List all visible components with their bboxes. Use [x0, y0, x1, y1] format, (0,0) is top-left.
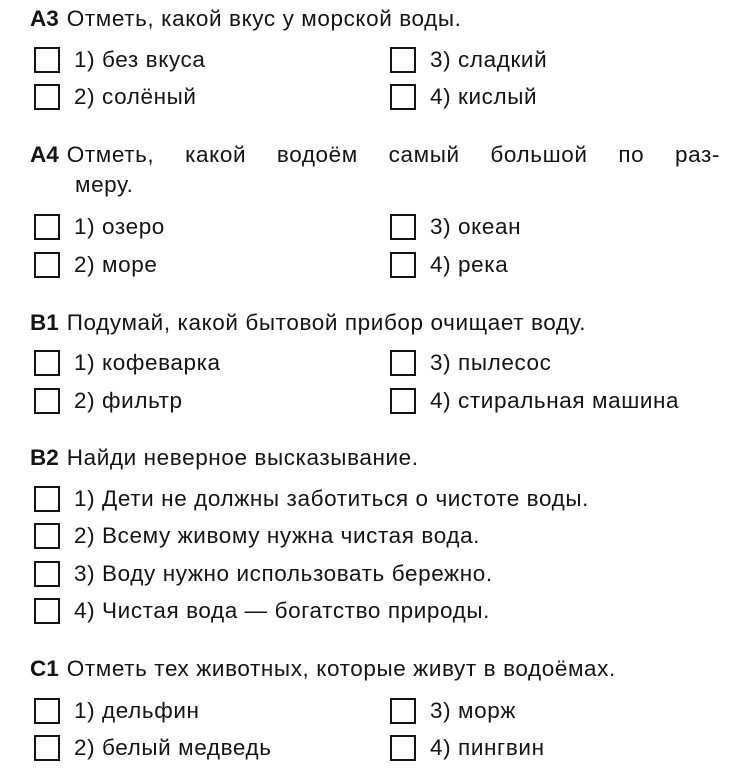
option-b2-3[interactable] — [34, 559, 493, 589]
option-label: 3) океан — [430, 214, 522, 239]
option-c1-1[interactable] — [34, 696, 200, 726]
option-b1-2[interactable] — [34, 386, 183, 416]
question-number: B1 — [30, 310, 59, 335]
checkbox[interactable] — [34, 735, 60, 761]
question-prompt: Отметь, какой водоём самый большой по раз- — [66, 142, 720, 167]
checkbox[interactable] — [34, 84, 60, 110]
checkbox[interactable] — [390, 698, 416, 724]
option-label: 1) без вкуса — [74, 47, 206, 72]
option-label: 2) солёный — [74, 84, 197, 109]
option-a4-1[interactable] — [34, 212, 165, 242]
option-label: 2) море — [74, 252, 158, 277]
question-text — [30, 308, 720, 338]
checkbox[interactable] — [34, 252, 60, 278]
question-line-2: меру. — [75, 172, 134, 197]
option-a3-1[interactable] — [34, 45, 206, 75]
option-b1-4[interactable] — [390, 386, 679, 416]
checkbox[interactable] — [390, 350, 416, 376]
option-label: 3) Воду нужно использовать бережно. — [74, 561, 493, 586]
question-text — [30, 443, 720, 473]
option-label: 4) Чистая вода — богатство природы. — [74, 598, 490, 623]
option-label: 1) кофеварка — [74, 350, 221, 375]
option-a3-4[interactable] — [390, 82, 537, 112]
option-label: 4) стиральная машина — [430, 388, 680, 413]
checkbox[interactable] — [34, 598, 60, 624]
question-prompt: Подумай, какой бытовой прибор очищает воду. — [66, 310, 587, 335]
option-b1-1[interactable] — [34, 348, 221, 378]
option-c1-3[interactable] — [390, 696, 516, 726]
question-number: C1 — [30, 656, 59, 681]
question-text — [30, 654, 720, 684]
option-b2-4[interactable] — [34, 596, 490, 626]
option-a3-2[interactable] — [34, 82, 197, 112]
option-label: 4) река — [430, 252, 509, 277]
option-label: 1) озеро — [74, 214, 165, 239]
option-a3-3[interactable] — [390, 45, 547, 75]
option-label: 3) пылесос — [430, 350, 552, 375]
question-prompt: Отметь, какой вкус у морской воды. — [66, 6, 462, 31]
option-label: 1) Дети не должны заботиться о чистоте воды. — [74, 486, 589, 511]
checkbox[interactable] — [34, 350, 60, 376]
option-b1-3[interactable] — [390, 348, 552, 378]
option-a4-4[interactable] — [390, 250, 508, 280]
checkbox[interactable] — [34, 523, 60, 549]
option-label: 2) Всему живому нужна чистая вода. — [74, 523, 481, 548]
checkbox[interactable] — [390, 252, 416, 278]
question-prompt: Отметь тех животных, которые живут в водоёмах. — [66, 656, 616, 681]
question-text — [30, 140, 720, 200]
checkbox[interactable] — [390, 47, 416, 73]
checkbox[interactable] — [34, 561, 60, 587]
checkbox[interactable] — [390, 388, 416, 414]
question-number: A3 — [30, 6, 59, 31]
checkbox[interactable] — [34, 698, 60, 724]
checkbox[interactable] — [34, 486, 60, 512]
checkbox[interactable] — [34, 388, 60, 414]
question-prompt: Найди неверное высказывание. — [66, 445, 419, 470]
question-line-1 — [30, 140, 720, 170]
option-label: 4) кислый — [430, 84, 538, 109]
checkbox[interactable] — [34, 214, 60, 240]
checkbox[interactable] — [390, 214, 416, 240]
option-label: 2) белый медведь — [74, 735, 272, 760]
option-c1-4[interactable] — [390, 733, 545, 763]
option-label: 1) дельфин — [74, 698, 200, 723]
question-text — [30, 4, 720, 34]
question-number: B2 — [30, 445, 59, 470]
option-b2-1[interactable] — [34, 484, 589, 514]
option-label: 3) сладкий — [430, 47, 548, 72]
option-label: 3) морж — [430, 698, 517, 723]
option-a4-3[interactable] — [390, 212, 521, 242]
question-number: A4 — [30, 142, 59, 167]
option-a4-2[interactable] — [34, 250, 157, 280]
option-c1-2[interactable] — [34, 733, 272, 763]
checkbox[interactable] — [390, 84, 416, 110]
option-label: 4) пингвин — [430, 735, 545, 760]
option-b2-2[interactable] — [34, 521, 480, 551]
checkbox[interactable] — [34, 47, 60, 73]
option-label: 2) фильтр — [74, 388, 183, 413]
checkbox[interactable] — [390, 735, 416, 761]
